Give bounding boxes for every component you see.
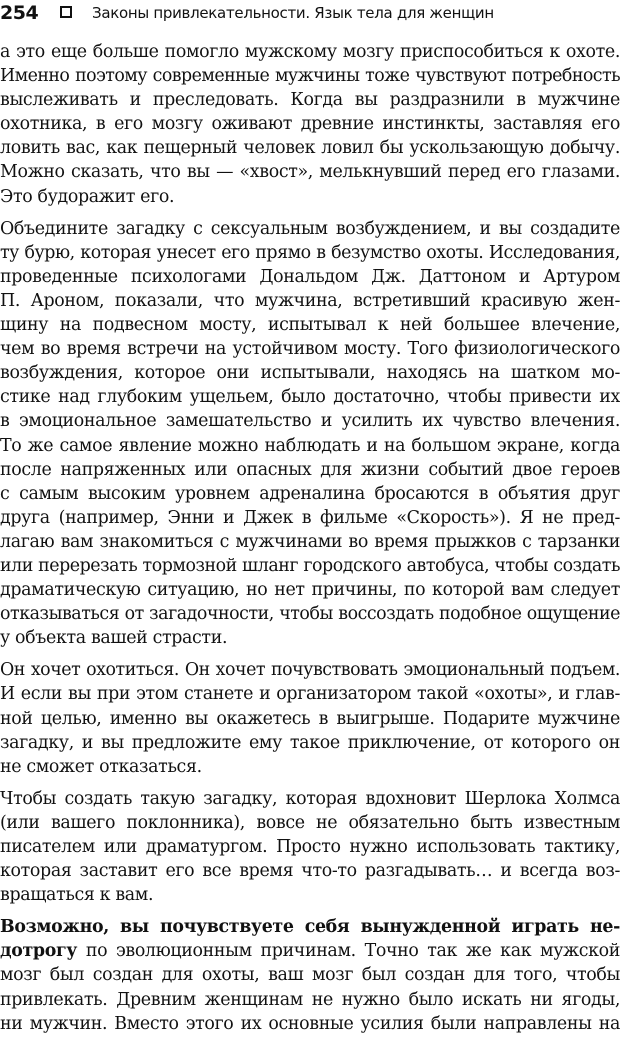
text-line: вращаться к вам. [0,885,154,906]
text-line: привлекать. Древним женщинам не нужно было искать ни ягоды, [0,989,620,1010]
page-number: 254 [0,2,39,24]
text-line: после напряженных или опасных для жизни событий двое героев [0,459,620,480]
text-line: Можно сказать, что вы — «хвост», мелькнувший перед его глазами. [0,162,620,183]
body-text [0,40,620,1044]
paragraph-5 [0,915,620,1035]
text-line: мозг был создан для охоты, ваш мозг был создан для того, чтобы [0,965,620,986]
paragraph-4 [0,787,620,907]
paragraph-2 [0,217,620,651]
text-line: выслеживать и преследовать. Когда вы раздразнили в мужчине [0,90,620,111]
text-line: писателем или драматургом. Просто нужно использовать тактику, [0,837,620,857]
text-line: ту бурю, которая унесет его прямо в безумство охоты. Исследования, [0,242,620,263]
text-line: а это еще больше помогло мужскому мозгу приспособиться к охоте. [0,42,620,62]
text-line: ни мужчин. Вместо этого их основные усилия были направлены на [0,1013,620,1034]
text-line: или перерезать тормозной шланг городского автобуса, чтобы создать [0,555,620,576]
text-line: ной целью, именно вы окажетесь в выигрыше. Подарите мужчине [0,708,620,729]
text-line: И если вы при этом станете и организатором такой «охоты», и глав- [0,684,620,705]
text-line: проведенные психологами Дональдом Дж. Даттоном и Артуром [0,266,620,287]
text-line: Чтобы создать такую загадку, которая вдохновит Шерлока Холмса [0,788,620,809]
text-line: лагаю вам знакомиться с мужчинами во время прыжков с тарзанки [0,531,620,552]
text-line: ловить вас, как пещерный человек ловил бы ускользающую добычу. [0,138,620,159]
checkbox-glyph-icon [60,6,72,18]
running-header [0,0,620,30]
text-run: по эволюционным причинам. Точно так же как мужской [77,941,620,962]
text-line: (или вашего поклонника), вовсе не обязательно быть известным [0,812,620,833]
text-line: друга (например, Энни и Джек в фильме «Скорость»). Я не пред- [0,507,620,528]
paragraph-3 [0,658,620,778]
text-line: с самым высоким уровнем адреналина бросаются в объятия друг [0,483,620,504]
paragraph-1 [0,40,620,209]
bold-lead-line: Возможно, вы почувствуете себя вынужденной играть не- [0,917,620,938]
text-line: в эмоциональное замешательство и усилить их чувство влечения. [0,411,620,432]
text-line: щину на подвесном мосту, испытывал к ней большее влечение, [0,315,620,336]
text-line [0,939,620,963]
text-line: стике над глубоким ущельем, было достаточно, чтобы привести их [0,387,620,408]
text-line: То же самое явление можно наблюдать и на большом экране, когда [0,435,620,456]
text-line: не сможет отказаться. [0,756,202,777]
text-line: охотника, в его мозгу оживают древние инстинкты, заставляя его [0,114,620,135]
text-line: возбуждения, которое они испытывали, находясь на шатком мо- [0,363,620,384]
text-line: отказываться от загадочности, чтобы воссоздать подобное ощущение [0,604,620,625]
text-line: П. Ароном, показали, что мужчина, встретивший красивую жен- [0,290,620,311]
text-line: которая заставит его все время что-то разгадывать… и всегда воз- [0,861,620,882]
bold-lead-end: дотрогу [0,941,78,962]
text-line: Это будоражит его. [0,186,175,207]
text-line: загадку, и вы предложите ему такое приключение, от которого он [0,732,620,753]
text-line: Именно поэтому современные мужчины тоже чувствуют потребность [0,66,620,87]
text-line: Он хочет охотиться. Он хочет почувствовать эмоциональный подъем. [0,660,620,681]
text-line: драматическую ситуацию, но нет причины, по которой вам следует [0,580,620,601]
running-title: Законы привлекательности. Язык тела для женщин [92,4,494,22]
text-line: у объекта вашей страсти. [0,628,228,649]
text-line: Объедините загадку с сексуальным возбуждением, и вы создадите [0,218,620,239]
text-line: чем во время встречи на устойчивом мосту. Того физиологического [0,339,620,360]
